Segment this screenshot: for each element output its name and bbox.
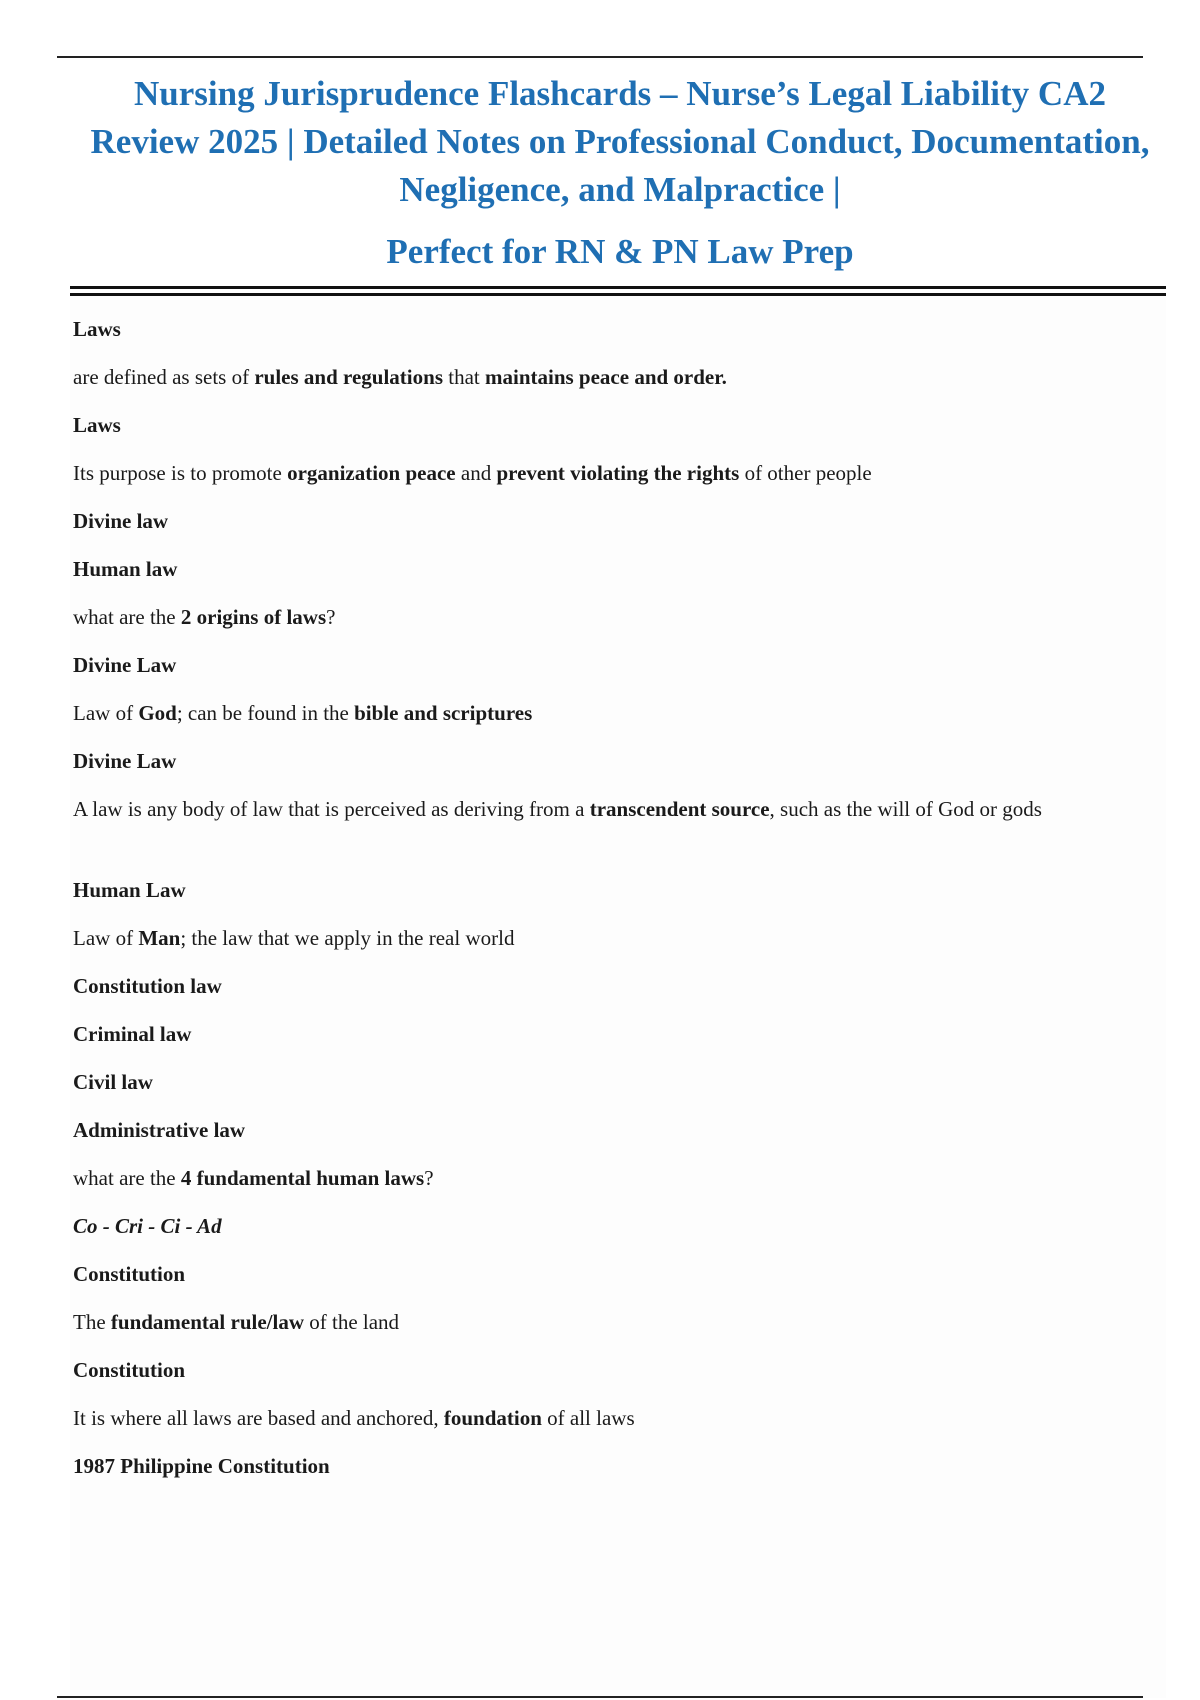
definition-text: Law of bbox=[73, 926, 139, 950]
definition-bold-text: bible and scriptures bbox=[354, 701, 533, 725]
flashcard-definition bbox=[73, 1306, 1143, 1338]
flashcard-term: Constitution bbox=[73, 1262, 186, 1286]
definition-bold-text: maintains peace and order. bbox=[485, 365, 727, 389]
definition-bold-text: 2 origins of laws bbox=[180, 605, 327, 629]
flashcard-term: Laws bbox=[73, 317, 121, 341]
definition-text: Law of bbox=[73, 701, 139, 725]
flashcard-term: Constitution law bbox=[73, 974, 222, 998]
title-line-subtitle: Perfect for RN & PN Law Prep bbox=[386, 232, 854, 271]
flashcard-definition bbox=[73, 697, 1143, 729]
flashcard-definition bbox=[73, 1402, 1143, 1434]
flashcard-definition bbox=[73, 361, 1143, 393]
definition-text: are defined as sets of bbox=[73, 365, 255, 389]
flashcard-definition bbox=[73, 601, 1143, 633]
definition-text: , such as the will of God or gods bbox=[769, 797, 1042, 821]
definition-bold-text: fundamental rule/law bbox=[110, 1310, 304, 1334]
definition-text: ? bbox=[424, 1166, 434, 1190]
flashcard-definition bbox=[73, 1162, 1143, 1194]
definition-text: what are the bbox=[73, 605, 181, 629]
definition-bold-text: 4 fundamental human laws bbox=[180, 1166, 425, 1190]
definition-text: that bbox=[443, 365, 485, 389]
definition-text: Its purpose is to promote bbox=[73, 461, 288, 485]
document-title bbox=[80, 70, 1160, 276]
flashcard-term: Human Law bbox=[73, 878, 186, 902]
definition-bold-text: foundation bbox=[443, 1406, 542, 1430]
flashcard-term: Criminal law bbox=[73, 1022, 192, 1046]
flashcard-term: Administrative law bbox=[73, 1118, 246, 1142]
flashcard-term: Human law bbox=[73, 557, 178, 581]
definition-text: The bbox=[73, 1310, 111, 1334]
flashcard-term: Civil law bbox=[73, 1070, 153, 1094]
definition-text: of the land bbox=[304, 1310, 400, 1334]
definition-bold-text: organization peace bbox=[287, 461, 456, 485]
flashcard-definition bbox=[73, 457, 1143, 489]
definition-text: what are the bbox=[73, 1166, 181, 1190]
definition-bold-text: prevent violating the rights bbox=[496, 461, 740, 485]
flashcard-term: Divine law bbox=[73, 509, 169, 533]
title-line-main: Nursing Jurisprudence Flashcards – Nurse’s Legal Liability CA2 Review 2025 | Detailed Notes on Professional Conduct, Documentation, Negligence, and Malpractice | bbox=[90, 74, 1150, 209]
definition-text: and bbox=[455, 461, 497, 485]
definition-bold-text: God bbox=[138, 701, 177, 725]
flashcard-term: Laws bbox=[73, 413, 121, 437]
top-rule bbox=[57, 56, 1143, 58]
definition-text: A law is any body of law that is perceived as deriving from a bbox=[73, 797, 590, 821]
title-double-rule bbox=[70, 286, 1166, 296]
definition-bold-text: Man bbox=[138, 926, 181, 950]
definition-text: of other people bbox=[739, 461, 872, 485]
definition-text: of all laws bbox=[541, 1406, 635, 1430]
definition-text: ? bbox=[326, 605, 336, 629]
flashcard-mnemonic: Co - Cri - Ci - Ad bbox=[73, 1214, 222, 1238]
flashcard-term: Divine Law bbox=[73, 653, 177, 677]
flashcard-definition bbox=[73, 793, 1143, 825]
flashcard-term: Constitution bbox=[73, 1358, 186, 1382]
definition-bold-text: transcendent source bbox=[589, 797, 770, 821]
flashcard-term: Divine Law bbox=[73, 749, 177, 773]
definition-text: It is where all laws are based and anchored, bbox=[73, 1406, 444, 1430]
definition-text: ; the law that we apply in the real world bbox=[180, 926, 515, 950]
definition-text: ; can be found in the bbox=[176, 701, 355, 725]
definition-bold-text: rules and regulations bbox=[254, 365, 443, 389]
flashcard-term: 1987 Philippine Constitution bbox=[73, 1454, 330, 1478]
flashcard-definition bbox=[73, 922, 1143, 954]
bottom-rule bbox=[57, 1696, 1143, 1698]
